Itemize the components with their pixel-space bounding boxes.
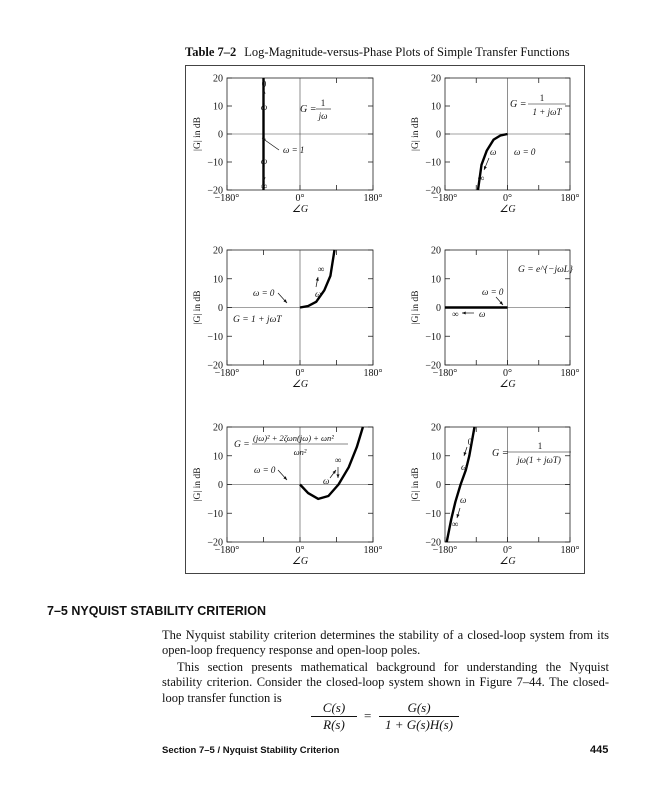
tf-label: G = — [300, 104, 317, 115]
y-tick-label: 10 — [213, 274, 223, 286]
tf-den: jω — [318, 111, 328, 121]
y-axis-label: |G| in dB — [411, 467, 421, 502]
arrow-omega-head — [462, 311, 466, 314]
paragraph-2: This section presents mathematical background for understanding the Nyquist stability criterion. Consider the closed-loop system shown in Figure 7–44. The closed-loop transfer function is — [162, 660, 609, 705]
tf-label: G = e^{−jωL} — [518, 265, 573, 275]
y-tick-label: −10 — [425, 157, 441, 169]
eq-rhs-numerator: G(s) — [407, 700, 431, 715]
plot-integrator-lag — [411, 423, 580, 568]
annotation-omega: ω — [260, 102, 268, 112]
y-axis-label: |G| in dB — [411, 117, 421, 151]
annotation-omega-zero: ω = 0 — [253, 288, 275, 298]
y-tick-label: −10 — [207, 331, 223, 343]
tf-num: 1 — [539, 93, 545, 103]
plot-first-order-lag — [411, 74, 580, 216]
x-tick-label: 0° — [295, 545, 305, 556]
x-tick-label: 180° — [363, 368, 383, 379]
table-number: Table 7–2 — [185, 45, 237, 59]
y-tick-label: 20 — [213, 245, 223, 257]
x-tick-label: 180° — [560, 545, 580, 556]
annotation-omega-zero: ω = 0 — [514, 147, 536, 157]
y-tick-label: 0 — [436, 129, 441, 141]
annotation-zero: 0 — [261, 79, 267, 89]
tf-num: 1 — [320, 98, 326, 108]
table-title: Log-Magnitude-versus-Phase Plots of Simple Transfer Functions — [244, 45, 570, 59]
y-tick-label: 0 — [436, 480, 441, 491]
x-axis-label: ∠G — [291, 204, 309, 215]
x-tick-label: −180° — [214, 368, 240, 379]
eq-equals: = — [364, 708, 372, 723]
arrow-omega-head — [457, 514, 460, 518]
tf-num: 1 — [537, 441, 543, 451]
y-tick-label: −10 — [425, 331, 441, 343]
tf-label: G = — [234, 440, 250, 450]
closed-loop-equation — [309, 700, 459, 734]
x-tick-label: −180° — [432, 368, 458, 379]
annotation-omega-zero: ω = 0 — [254, 465, 276, 475]
y-tick-label: 10 — [431, 274, 441, 286]
running-footer: Section 7–5 / Nyquist Stability Criterion — [162, 745, 340, 756]
y-tick-label: −20 — [207, 360, 223, 372]
tf-label: G = 1 + jωT — [233, 315, 282, 325]
y-tick-label: −10 — [207, 157, 223, 169]
arrow-omega-head — [316, 277, 319, 281]
annotation-omega-zero: ω = 0 — [482, 287, 504, 297]
x-axis-label: ∠G — [499, 204, 516, 215]
annotation-omega: ω — [260, 156, 268, 166]
x-tick-label: 0° — [295, 368, 305, 379]
tf-den: ωn² — [293, 447, 307, 457]
y-tick-label: 20 — [213, 422, 223, 434]
tf-label: G = — [510, 99, 527, 110]
x-tick-label: 0° — [503, 368, 512, 379]
annotation-omega-one: ω = 1 — [283, 145, 305, 155]
x-tick-label: 180° — [560, 368, 580, 379]
annotation-omega: ω — [323, 476, 330, 486]
annotation-omega: ω — [479, 309, 486, 319]
y-tick-label: −20 — [425, 537, 441, 549]
x-axis-label: ∠G — [499, 556, 516, 567]
x-axis-label: ∠G — [499, 379, 516, 390]
annotation-infinity: ∞ — [260, 181, 268, 191]
x-tick-label: 0° — [503, 193, 512, 204]
x-tick-label: −180° — [214, 545, 240, 556]
y-tick-label: 10 — [431, 451, 441, 463]
x-axis-label: ∠G — [291, 379, 309, 390]
x-tick-label: −180° — [432, 193, 458, 204]
annotation-omega: ω — [461, 462, 468, 472]
y-tick-label: 20 — [431, 73, 441, 85]
annotation-infinity: ∞ — [452, 309, 459, 319]
eq-lhs-denominator: R(s) — [323, 717, 345, 732]
x-tick-label: −180° — [214, 193, 240, 204]
annotation-infinity: ∞ — [317, 264, 325, 274]
annotation-infinity: ∞ — [477, 173, 485, 183]
x-tick-label: −180° — [432, 545, 458, 556]
y-axis-label: |G| in dB — [193, 290, 203, 325]
arrow-infinity-head — [336, 474, 339, 478]
arrow-omega-head — [484, 166, 487, 170]
y-tick-label: 10 — [213, 451, 223, 463]
x-tick-label: 180° — [560, 193, 580, 204]
y-tick-label: 20 — [431, 422, 441, 434]
arrow-zero-head — [464, 452, 467, 456]
eq-rhs-denominator: 1 + G(s)H(s) — [385, 717, 453, 732]
tf-den: 1 + jωT — [532, 107, 562, 117]
y-tick-label: −20 — [425, 360, 441, 372]
y-tick-label: 20 — [213, 73, 223, 85]
y-tick-label: −10 — [207, 508, 223, 520]
eq-lhs-numerator: C(s) — [322, 700, 346, 715]
y-tick-label: 0 — [218, 303, 223, 314]
annotation-omega: ω — [490, 147, 497, 157]
section-heading: 7–5 NYQUIST STABILITY CRITERION — [47, 604, 267, 618]
page-number: 445 — [590, 744, 609, 756]
y-tick-label: −20 — [207, 185, 223, 197]
paragraph-1: The Nyquist stability criterion determines the stability of a closed-loop system from its open-loop frequency response and open-loop poles. — [162, 628, 609, 658]
y-axis-label: |G| in dB — [411, 290, 421, 325]
x-tick-label: 0° — [503, 545, 512, 556]
y-tick-label: 10 — [213, 101, 223, 113]
annotation-infinity: ∞ — [334, 455, 342, 465]
y-axis-label: |G| in dB — [193, 467, 203, 502]
tf-num: (jω)² + 2ζωn(jω) + ωn² — [253, 433, 334, 443]
annotation-omega: ω — [315, 289, 322, 299]
tf-den: jω(1 + jωT) — [517, 455, 561, 465]
annotation-infinity: ∞ — [451, 519, 459, 529]
annotation-omega: ω — [460, 495, 467, 505]
annotation-zero: 0 — [467, 437, 473, 447]
arrow-omega-head — [333, 470, 336, 474]
y-tick-label: 0 — [436, 303, 441, 314]
y-tick-label: 0 — [218, 480, 223, 491]
x-axis-label: ∠G — [291, 556, 309, 567]
y-tick-label: −20 — [207, 537, 223, 549]
x-tick-label: 0° — [295, 193, 305, 204]
plot-first-order-lead — [193, 246, 383, 391]
y-tick-label: −10 — [425, 508, 441, 520]
tf-label: G = — [492, 448, 509, 459]
y-tick-label: 20 — [431, 245, 441, 257]
y-axis-label: |G| in dB — [193, 117, 203, 151]
x-tick-label: 180° — [363, 193, 383, 204]
x-tick-label: 180° — [363, 545, 383, 556]
y-tick-label: 0 — [218, 129, 223, 141]
y-tick-label: −20 — [425, 185, 441, 197]
y-tick-label: 10 — [431, 101, 441, 113]
